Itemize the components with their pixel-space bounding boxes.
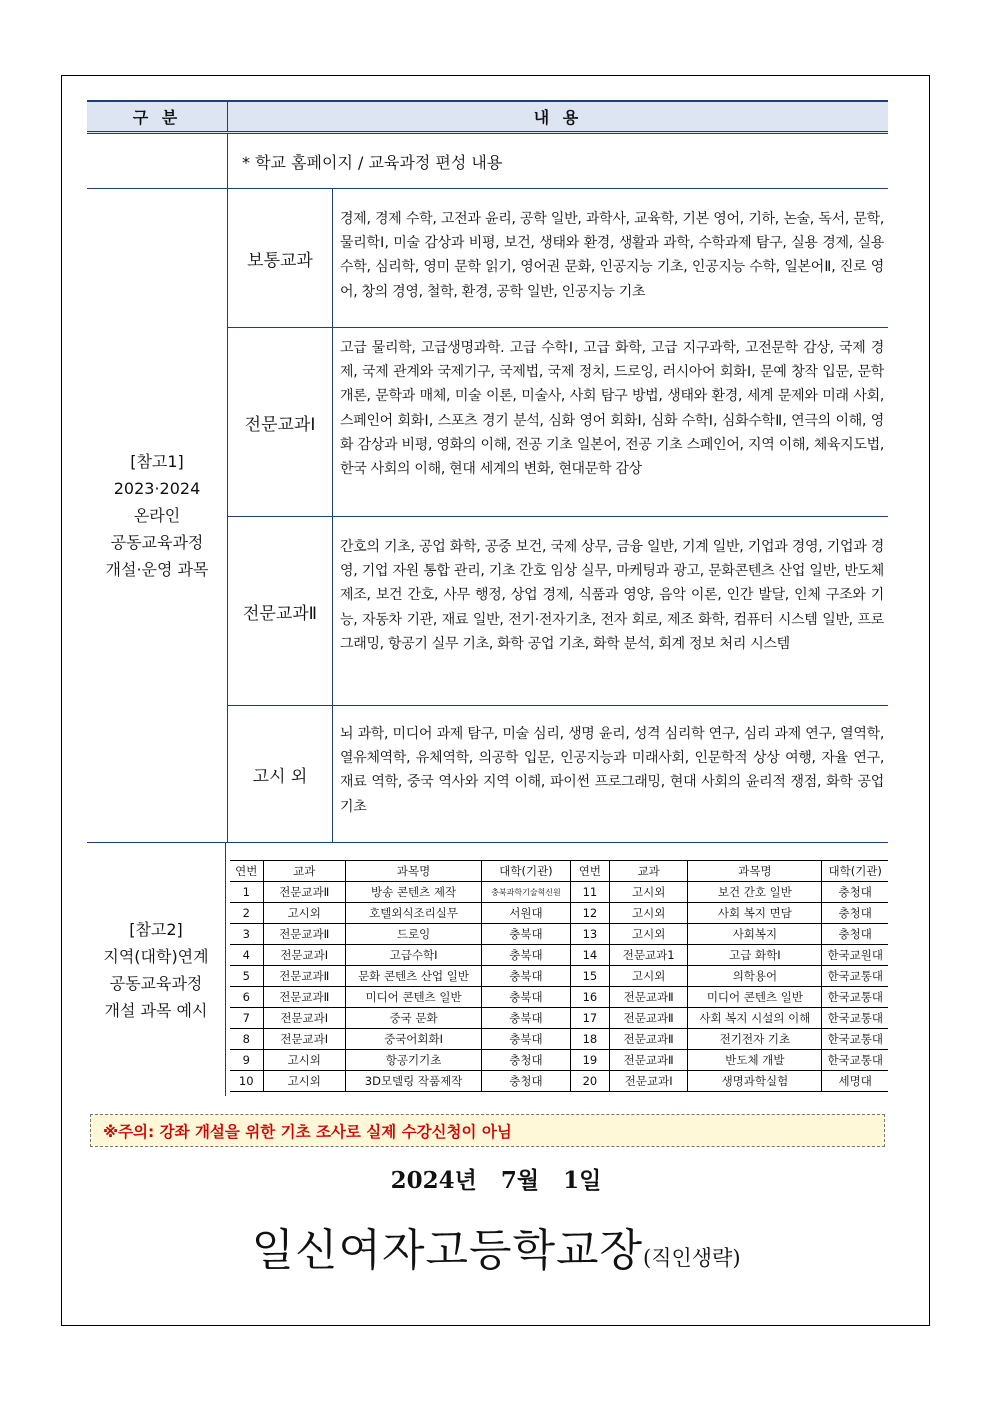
table-row: 9 고시외 항공기기초 충청대 19 전문교과Ⅱ 반도체 개발 한국교통대 xyxy=(230,1050,888,1071)
subject-list: 경제, 경제 수학, 고전과 윤리, 공학 일반, 과학사, 교육학, 기본 영어, 기하, 논술, 독서, 문학, 물리학Ⅰ, 미술 감상과 비평, 보건, 생태와 환경, 생활과 과학, 수학과제 탐구, 실용 경제, 실용 수학, 심리학, 영미 문학 읽기, 영어권 문화, 인공지능 기초, 인공지능 수학, 일본어Ⅱ, 진로 영어, 창의 경영, 철학, 환경, 공학 일반, 인공지능 기초 xyxy=(340,211,884,300)
table-header xyxy=(87,100,888,134)
table-row: 4 전문교과Ⅰ 고급수학Ⅰ 충북대 14 전문교과1 고급 화학Ⅰ 한국교원대 xyxy=(230,945,888,966)
seal-omitted-note: (직인생략) xyxy=(643,1246,741,1270)
table-row: 5 전문교과Ⅱ 문화 콘텐츠 산업 일반 충북대 15 고시외 의학용어 한국교통대 xyxy=(230,966,888,987)
reference-2-section xyxy=(87,843,888,1096)
subject-list: 뇌 과학, 미디어 과제 탐구, 미술 심리, 생명 윤리, 성격 심리학 연구, 심리 과제 연구, 열역학, 열유체역학, 유체역학, 의공학 입문, 인공지능과 미래사회, 인문학적 상상 여행, 자율 연구, 재료 역학, 중국 역사와 지역 이해, 파이썬 프로그래밍, 현대 사회의 윤리적 쟁점, 화학 공업 기초 xyxy=(340,726,884,815)
table-row: 2 고시외 호텔외식조리실무 서원대 12 고시외 사회 복지 면담 충청대 xyxy=(230,903,888,924)
principal-signature xyxy=(0,1214,992,1278)
table-row: 8 전문교과Ⅰ 중국어회화Ⅰ 충북대 18 전문교과Ⅱ 전기전자 기초 한국교통대 xyxy=(230,1029,888,1050)
table-row: 10 고시외 3D모델링 작품제작 충청대 20 전문교과Ⅰ 생명과학실험 세명대 xyxy=(230,1071,888,1092)
document-date: 2024년 7월 1일 xyxy=(390,1167,602,1194)
table-row: 3 전문교과Ⅱ 드로잉 충북대 13 고시외 사회복지 충청대 xyxy=(230,924,888,945)
subject-category: 고시 외 xyxy=(228,706,333,842)
header-category: 구 분 xyxy=(87,102,228,131)
header-content: 내 용 xyxy=(533,108,583,127)
intro-row xyxy=(87,134,888,189)
subject-list: 간호의 기초, 공업 화학, 공중 보건, 국제 상무, 금융 일반, 기계 일반, 기업과 경영, 기업과 경영, 기업 자원 통합 관리, 기초 간호 임상 실무, 마케팅과 광고, 문화콘텐츠 산업 일반, 반도체 제조, 보건 간호, 사무 행정, 상업 경제, 식품과 영양, 음악 이론, 인간 발달, 인체 구조와 기능, 자동차 기관, 재료 일반, 전기·전자기초, 전자 회로, 제조 화학, 컴퓨터 시스템 일반, 프로그래밍, 항공기 실무 기초, 화학 공업 기초, 화학 분석, 회계 정보 처리 시스템 xyxy=(340,539,884,652)
subject-category: 전문교과Ⅱ xyxy=(228,517,333,705)
main-table xyxy=(87,100,888,1096)
subject-list: 고급 물리학, 고급생명과학. 고급 수학Ⅰ, 고급 화학, 고급 지구과학, 고전문학 감상, 국제 경제, 국제 관계와 국제기구, 국제법, 국제 정치, 드로잉, 러시아어 회화Ⅰ, 문예 창작 입문, 문학 개론, 문학과 매체, 미술 이론, 미술사, 사회 탐구 방법, 생태와 환경, 세계 문제와 미래 사회, 스페인어 회화Ⅰ, 스포츠 경기 분석, 심화 영어 회화Ⅰ, 심화 수학Ⅰ, 심화수학Ⅱ, 연극의 이해, 영화 감상과 비평, 영화의 이해, 전공 기초 일본어, 전공 기초 스페인어, 지역 이해, 체육지도법, 한국 사회의 이해, 현대 세계의 변화, 현대문학 감상 xyxy=(340,340,884,478)
notice-banner: ※주의: 강좌 개설을 위한 기초 조사로 실제 수강신청이 아님 xyxy=(90,1114,885,1147)
table-row: 6 전문교과Ⅱ 미디어 콘텐츠 일반 충북대 16 전문교과Ⅱ 미디어 콘텐츠 일반 한국교통대 xyxy=(230,987,888,1008)
example-course-table xyxy=(230,860,888,1092)
subject-row-specialized-2 xyxy=(228,517,888,706)
reference-1-section xyxy=(87,189,888,843)
subject-row-non-notified xyxy=(228,706,888,842)
subject-row-general xyxy=(228,189,888,328)
school-principal-name: 일신여자고등학교장 xyxy=(251,1225,643,1276)
table-row: 1 전문교과Ⅱ 방송 콘텐츠 제작 충북과학기술혁신원 11 고시외 보건 간호 일반 충청대 xyxy=(230,882,888,903)
reference-1-label: [참고1] 2023·2024 온라인 공동교육과정 개설·운영 과목 xyxy=(87,189,228,842)
table-header-row: 연번 교과 과목명 대학(기관) 연번 교과 과목명 대학(기관) xyxy=(230,861,888,882)
table-row: 7 전문교과Ⅰ 중국 문화 충북대 17 전문교과Ⅱ 사회 복지 시설의 이해 한국교통대 xyxy=(230,1008,888,1029)
reference-2-label: [참고2] 지역(대학)연계 공동교육과정 개설 과목 예시 xyxy=(87,843,226,1096)
intro-text: * 학교 홈페이지 / 교육과정 편성 내용 xyxy=(242,152,503,172)
subject-category: 전문교과Ⅰ xyxy=(228,328,333,516)
subject-category: 보통교과 xyxy=(228,189,333,327)
subject-row-specialized-1 xyxy=(228,328,888,517)
